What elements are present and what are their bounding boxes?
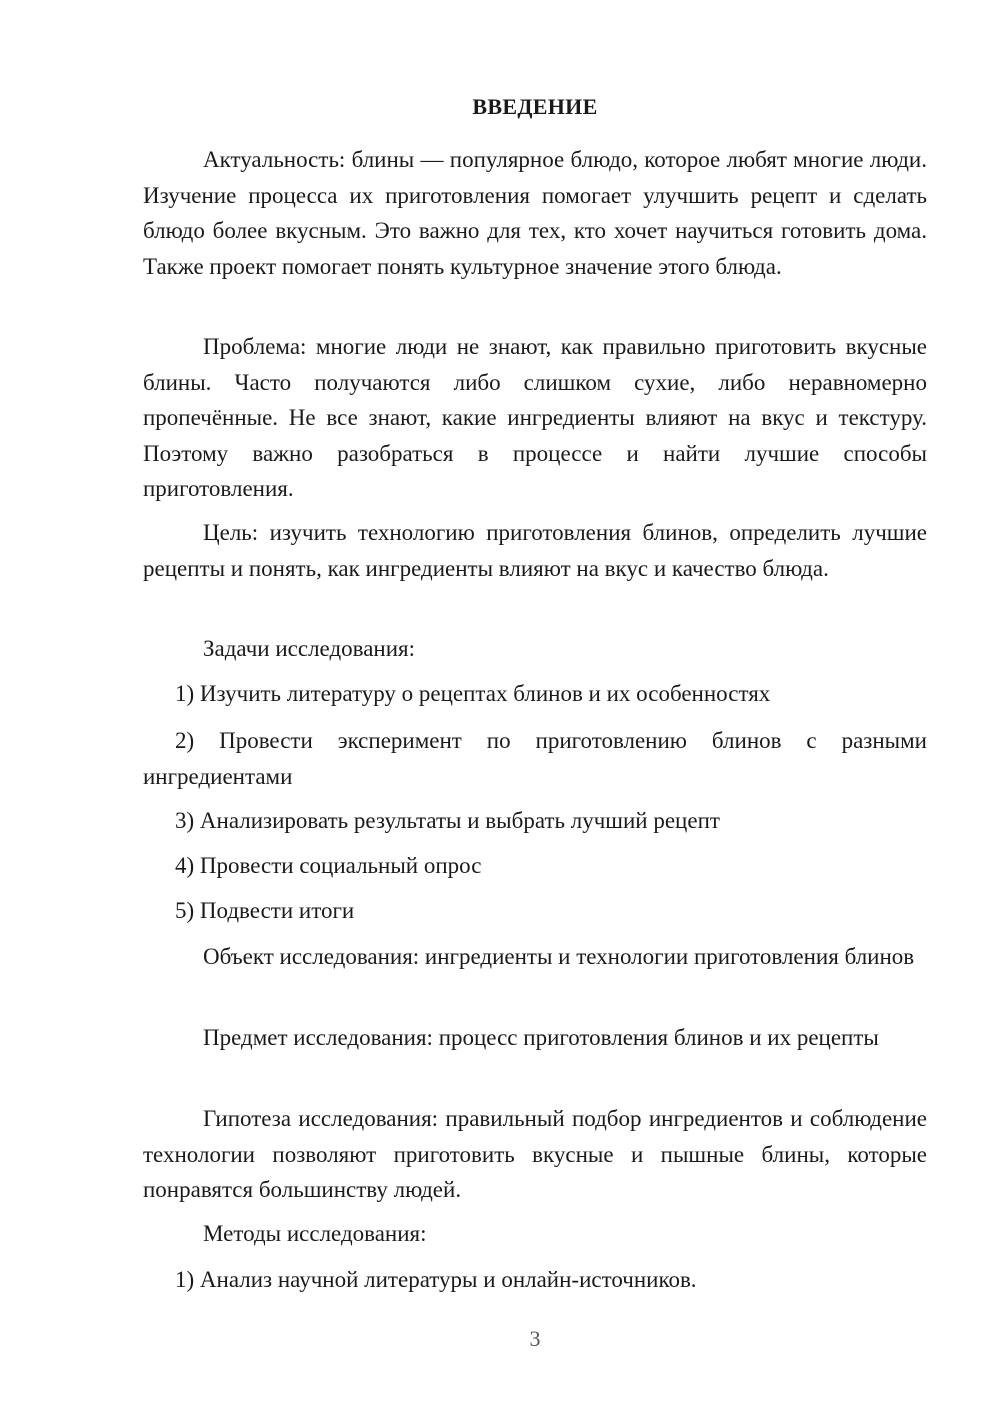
task-item-5: 5) Подвести итоги bbox=[175, 898, 355, 923]
page-number: 3 bbox=[529, 1326, 541, 1351]
section-heading: ВВЕДЕНИЕ bbox=[472, 94, 598, 119]
task-item-2: 2) Провести эксперимент по приготовлению блинов с разными ингредиентами bbox=[143, 728, 927, 789]
paragraph-object: Объект исследования: ингредиенты и технологии приготовления блинов bbox=[203, 944, 915, 969]
task-item-1: 1) Изучить литературу о рецептах блинов и их особенностях bbox=[175, 681, 771, 706]
paragraph-goal: Цель: изучить технологию приготовления блинов, определить лучшие рецепты и понять, как ингредиенты влияют на вкус и качество блюда. bbox=[143, 520, 927, 581]
method-item-1: 1) Анализ научной литературы и онлайн-источников. bbox=[175, 1267, 697, 1292]
task-item-3: 3) Анализировать результаты и выбрать лучший рецепт bbox=[175, 808, 720, 833]
paragraph-problem: Проблема: многие люди не знают, как правильно приготовить вкусные блины. Часто получаются либо слишком сухие, либо неравномерно пропечённые. Не все знают, какие ингредиенты влияют на вкус и текстуру. Поэтому важно разобраться в процессе и найти лучшие способы приготовления. bbox=[143, 334, 927, 501]
methods-title: Методы исследования: bbox=[203, 1221, 427, 1246]
task-item-4: 4) Провести социальный опрос bbox=[175, 853, 482, 878]
paragraph-subject: Предмет исследования: процесс приготовления блинов и их рецепты bbox=[203, 1025, 879, 1050]
paragraph-relevance: Актуальность: блины — популярное блюдо, которое любят многие люди. Изучение процесса их приготовления помогает улучшить рецепт и сделать блюдо более вкусным. Это важно для тех, кто хочет научиться готовить дома. Также проект помогает понять культурное значение этого блюда. bbox=[143, 147, 927, 279]
tasks-title: Задачи исследования: bbox=[203, 636, 416, 661]
paragraph-hypothesis: Гипотеза исследования: правильный подбор ингредиентов и соблюдение технологии позволяют приготовить вкусные и пышные блины, которые понравятся большинству людей. bbox=[143, 1106, 927, 1202]
